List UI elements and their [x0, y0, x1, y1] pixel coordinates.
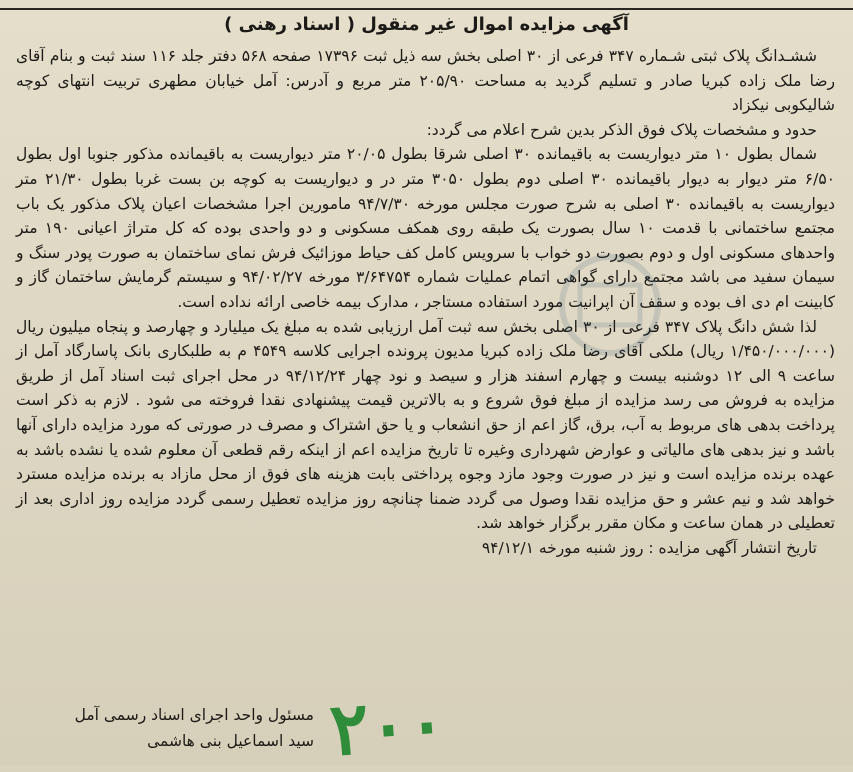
signature-title: مسئول واحد اجرای اسناد رسمی آمل — [74, 706, 314, 724]
paragraph-property: ششـدانگ پلاک ثبتی شـماره ۳۴۷ فرعی از ۳۰ اصلی بخش سه ذیل ثبت ۱۷۳۹۶ صفحه ۵۶۸ دفتر جلد ۱۱۶ سند ثبت و بنام آقای رضا ملک زاده کبریا صادر و تسلیم گردید به مساحت ۲۰۵/۹۰ متر مربع و آدرس: آمل خیابان مطهری تربیت انتهای کوچه شالیکوبی نیکزاد — [16, 47, 835, 115]
top-border — [0, 0, 853, 10]
paragraph-publish-date: تاریخ انتشار آگهی مزایده : روز شنبه مورخه ۹۴/۱۲/۱ — [481, 538, 817, 557]
paragraph-boundaries-intro: حدود و مشخصات پلاک فوق الذکر بدین شرح اعلام می گردد: — [426, 120, 817, 139]
handwritten-number: ۲۰۰ — [327, 679, 449, 772]
signature-name: سید اسماعیل بنی هاشمی — [147, 732, 314, 750]
notice-body — [16, 44, 835, 560]
notice-title: آگهی مزایده اموال غیر منقول ( اسناد رهنی ) — [224, 14, 629, 35]
paragraph-boundaries: شمال بطول ۱۰ متر دیواریست به باقیمانده ۳۰ اصلی شرقا بطول ۲۰/۰۵ متر دیواریست به باقیمانده مذکور جنوبا اول بطول ۶/۵۰ متر دیوار به دیوار باقیمانده ۳۰ اصلی دوم بطول ۳۰۵۰ متر در و دیواریست به کوچه بن بست غربا بطول ۲۱/۳۰ متر دیواریست به باقیمانده ۳۰ اصلی به شرح صورت مجلس مورخه ۹۴/۷/۳۰ مامورین اجرا مشخصات اعیان پلاک مذکور یک باب مجتمع ساختمانی با قدمت ۱۰ سال بصورت یک طبقه روی همکف مسکونی و دو واحدی بوده که کل متراژ اعیانی ۱۹۰ متر واحدهای مسکونی اول و دوم بصورت دو خواب با سرویس کامل کف حیاط موزائیک فرش نمای ساختمان به صورت پودر سنگ و سیمان سفید می باشد مجتمع دارای گواهی اتمام عملیات شماره ۳/۶۴۷۵۴ مورخه ۹۴/۰۲/۲۷ و سیستم گرمایش ساختمان گاز و کابینت ام دی اف بوده و سقف آن اپرانیت مورد استفاده مستاجر ، مدارک بیمه خاصی ارائه نداده است. — [16, 145, 836, 311]
watermark-logo-icon — [520, 250, 700, 360]
paragraph-auction-terms: لذا شش دانگ پلاک ۳۴۷ فرعی از ۳۰ اصلی بخش سه ثبت آمل ارزیابی شده به مبلغ یک میلیارد و چهارصد و پنجاه میلیون ریال (۱/۴۵۰/۰۰۰/۰۰۰ ریال) ملکی آقای رضا ملک زاده کبریا مدیون پرونده اجرایی کلاسه ۴۵۴۹ م به طلبکاری بانک پاسارگاد آمل از ساعت ۹ الی ۱۲ دوشنبه بیست و چهارم اسفند هزار و سیصد و نود چهار ۹۴/۱۲/۲۴ در محل اجرای ثبت اسناد آمل از طریق مزایده به فروش می رسد مزایده از مبلغ فوق شروع و به بالاترین قیمت پیشنهادی نقدا فروخته می شود . لازم به ذکر است پرداخت بدهی های مربوط به آب، برق، گاز اعم از حق انشعاب و یا حق اشتراک و مصرف در صورتی که مورد مزایده دارای آنها باشد و نیز بدهی های مالیاتی و عوارض شهرداری وغیره تا تاریخ مزایده اعم از اینکه رقم قطعی آن معلوم شده یا نشده باشد به عهده برنده مزایده است و نیز در صورت وجود مازد وجوه پرداختی بابت هزینه های فوق از محل مازاد به برنده مزایده مسترد خواهد شد و نیم عشر و حق مزایده نقدا وصول می گردد ضمنا چنانچه روز مزایده تعطیل رسمی گردد مزایده روز اداری بعد از تعطیلی در همان ساعت و مکان مقرر برگزار خواهد شد. — [16, 317, 835, 533]
signature-block — [14, 702, 314, 754]
